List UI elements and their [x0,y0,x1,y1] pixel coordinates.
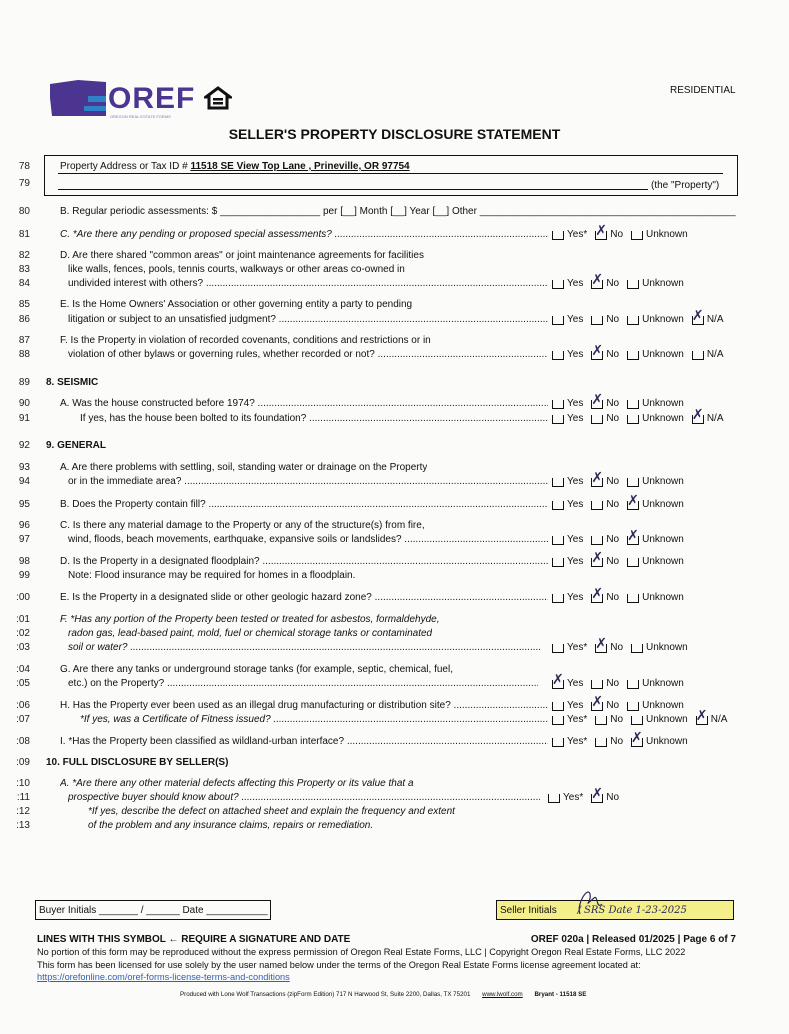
checkbox-no[interactable] [591,351,603,360]
checkbox-unknown[interactable] [627,536,639,545]
option-label: No [606,534,620,545]
option-label: Unknown [642,534,684,545]
option-label: No [606,556,620,567]
option-label: No [606,476,620,487]
option-label: Yes [567,476,584,487]
page-title: SELLER'S PROPERTY DISCLOSURE STATEMENT [228,126,561,142]
property-underline-2 [58,189,648,190]
line-number: :03 [16,642,30,653]
option-label: Yes* [567,229,588,240]
checkbox-no[interactable] [591,594,603,603]
option-label: Unknown [642,700,684,711]
question-text: G. Are there any tanks or underground storage tanks (for example, septic, chemical, fuel, [60,664,453,675]
option-label: No [610,642,624,653]
line-number: :08 [16,736,30,747]
line-number: 82 [18,250,30,261]
option-label: Unknown [642,678,684,689]
line-number: :06 [16,700,30,711]
answer-group [552,314,730,325]
checkbox-unknown[interactable] [627,351,639,360]
checkbox-yes[interactable] [552,644,564,653]
produced-text: Produced with Lone Wolf Transactions (zipForm Edition) 717 N Harwood St, Suite 2200, Dallas, TX 75201 [180,991,471,998]
line-number: :04 [16,664,30,675]
option-label: N/A [706,413,724,424]
question-text: litigation or subject to an unsatisfied judgment? ..... [68,314,548,325]
line-number: 83 [18,264,30,275]
produced-line [180,991,586,998]
line-number: 90 [18,398,30,409]
line-number: :00 [16,592,30,603]
question-text: A. Was the house constructed before 1974? ..... [60,398,548,409]
checkbox-no[interactable] [591,280,603,289]
checkbox-unknown[interactable] [627,400,639,409]
checkbox-yes[interactable] [552,280,564,289]
line-number: 93 [18,462,30,473]
checkbox-yes[interactable] [552,738,564,747]
question-text: F. *Has any portion of the Property been tested or treated for asbestos, formaldehyde, [60,614,440,625]
license-notice: This form has been licensed for use solely by the user named below under the terms of the Oregon Real Estate Forms license agreement located at: [37,960,641,970]
question-text: violation of other bylaws or governing rules, whether recorded or not? ..... [68,349,548,360]
option-label: Yes [567,700,584,711]
checkbox-na[interactable] [692,351,704,360]
answer-group [552,349,730,360]
section-heading: 9. GENERAL [46,440,107,451]
question-text: B. Regular periodic assessments: $ __________________ per [__] Month [__] Year [__] Other ______________________________________________ [60,206,736,217]
checkbox-no[interactable] [591,400,603,409]
seller-initials-label: Seller Initials [500,905,557,916]
checkbox-no[interactable] [591,794,603,803]
line-number: 87 [18,335,30,346]
question-text: wind, floods, beach movements, earthquake, expansive soils or landslides? ..... [68,534,548,545]
checkbox-unknown[interactable] [631,644,643,653]
property-address[interactable]: 11518 SE View Top Lane , Prineville, OR 97754 [190,161,410,172]
line-number: :10 [16,778,30,789]
checkbox-unknown[interactable] [627,478,639,487]
section-heading: 10. FULL DISCLOSURE BY SELLER(S) [46,757,229,768]
checkbox-no[interactable] [591,680,603,689]
answer-group [552,229,694,240]
question-text: F. Is the Property in violation of recorded covenants, conditions and restrictions or in [60,335,431,346]
checkbox-yes[interactable] [548,794,560,803]
line-number: 91 [18,413,30,424]
option-label: Yes [567,349,584,360]
answer-group [552,398,690,409]
license-link[interactable]: https://orefonline.com/oref-forms-license-terms-and-conditions [37,972,290,982]
option-label: Unknown [642,592,684,603]
checkbox-yes[interactable] [552,400,564,409]
checkbox-yes[interactable] [552,231,564,240]
line-number: 80 [18,206,30,217]
checkbox-no[interactable] [591,316,603,325]
answer-group [552,714,733,725]
option-label: Yes [567,592,584,603]
question-text: B. Does the Property contain fill? ..... [60,499,548,510]
answer-group [552,642,694,653]
answer-group [552,678,690,689]
line-number: :09 [16,757,30,768]
line-number: 95 [18,499,30,510]
line-number: 85 [18,299,30,310]
checkbox-yes[interactable] [552,536,564,545]
option-label: No [606,413,620,424]
checkbox-yes[interactable] [552,558,564,567]
option-label: No [606,349,620,360]
equal-housing-icon [204,86,232,114]
question-text: D. Is the Property in a designated floodplain? ..... [60,556,548,567]
answer-group [552,736,694,747]
option-label: No [606,592,620,603]
oref-logo [48,78,198,120]
checkbox-na[interactable] [696,716,708,725]
line-number: :12 [16,806,30,817]
checkbox-no[interactable] [595,644,607,653]
property-underline [58,173,723,174]
option-label: Yes [567,413,584,424]
question-text: A. Are there problems with settling, soil, standing water or drainage on the Property [60,462,428,473]
checkbox-unknown[interactable] [627,501,639,510]
line-number: :02 [16,628,30,639]
option-label: Unknown [646,229,688,240]
checkbox-no[interactable] [595,231,607,240]
checkbox-unknown[interactable] [627,415,639,424]
option-label: Unknown [642,278,684,289]
option-label: Unknown [642,413,684,424]
option-label: Unknown [642,476,684,487]
option-label: No [606,700,620,711]
checkbox-no[interactable] [595,716,607,725]
line-number: :01 [16,614,30,625]
option-label: Unknown [642,499,684,510]
line-number: 94 [18,476,30,487]
question-text: E. Is the Home Owners' Association or other governing entity a party to pending [60,299,413,310]
option-label: No [606,278,620,289]
signature-scribble-icon [568,884,608,918]
question-text: etc.) on the Property? ..... [68,678,538,689]
line-number: 96 [18,520,30,531]
option-label: Yes [567,678,584,689]
checkbox-no[interactable] [591,501,603,510]
buyer-initials-label: Buyer Initials _______ / ______ Date ___________ [39,905,268,916]
option-label: Yes [567,278,584,289]
question-text: C. *Are there any pending or proposed special assessments? ..... [60,229,548,240]
question-text: radon gas, lead-based paint, mold, fuel or chemical storage tanks or contaminated [68,628,433,639]
line-number: :13 [16,820,30,831]
checkbox-no[interactable] [595,738,607,747]
checkbox-unknown[interactable] [627,680,639,689]
option-label: Unknown [646,714,688,725]
line-number: 78 [18,161,30,172]
option-label: No [606,314,620,325]
option-label: Yes [567,314,584,325]
line-number: 86 [18,314,30,325]
line-number: :11 [16,792,30,803]
checkbox-yes[interactable] [552,501,564,510]
answer-group [552,700,690,711]
line-number: 97 [18,534,30,545]
checkbox-yes[interactable] [552,680,564,689]
option-label: N/A [706,314,724,325]
property-label: Property Address or Tax ID # [60,161,188,172]
option-label: No [610,736,624,747]
checkbox-yes[interactable] [552,316,564,325]
line-number: :07 [16,714,30,725]
question-text: or in the immediate area? ..... [68,476,548,487]
property-address-line [60,161,410,172]
form-id: OREF 020a | Released 01/2025 | Page 6 of 7 [530,934,736,945]
question-text: A. *Are there any other material defects affecting this Property or its value that a [60,778,414,789]
option-label: Yes [567,499,584,510]
section-heading: 8. SEISMIC [46,377,99,388]
checkbox-unknown[interactable] [631,231,643,240]
checkbox-unknown[interactable] [631,716,643,725]
option-label: No [610,229,624,240]
checkbox-yes[interactable] [552,351,564,360]
option-label: Unknown [646,642,688,653]
line-number: 81 [18,229,30,240]
question-text: *If yes, was a Certificate of Fitness issued? ..... [80,714,548,725]
option-label: No [610,714,624,725]
question-text: If yes, has the house been bolted to its foundation? ..... [80,413,548,424]
checkbox-unknown[interactable] [631,738,643,747]
signature-warning: LINES WITH THIS SYMBOL ← REQUIRE A SIGNATURE AND DATE [37,934,351,945]
checkbox-no[interactable] [591,702,603,711]
checkbox-yes[interactable] [552,716,564,725]
line-number: 98 [18,556,30,567]
option-label: N/A [710,714,728,725]
buyer-initials-box[interactable] [35,900,271,920]
option-label: Unknown [642,398,684,409]
question-text: E. Is the Property in a designated slide or other geologic hazard zone? ..... [60,592,548,603]
line-number: 88 [18,349,30,360]
option-label: Yes [567,398,584,409]
checkbox-unknown[interactable] [627,558,639,567]
checkbox-yes[interactable] [552,702,564,711]
line-number: 79 [18,178,30,189]
option-label: Yes* [567,642,588,653]
option-label: Yes* [567,736,588,747]
checkbox-na[interactable] [692,415,704,424]
property-suffix: (the "Property") [651,180,720,191]
line-number: 84 [18,278,30,289]
option-label: No [606,499,620,510]
checkbox-no[interactable] [591,536,603,545]
option-label: Unknown [642,349,684,360]
question-note: *If yes, describe the defect on attached sheet and explain the frequency and extent [88,806,455,817]
question-text: soil or water? ..... [68,642,540,653]
logo-subtext: OREGON REAL ESTATE FORMS [110,114,171,119]
answer-group [548,792,625,803]
checkbox-unknown[interactable] [627,594,639,603]
option-label: Unknown [642,314,684,325]
answer-group [552,278,690,289]
option-label: N/A [706,349,724,360]
answer-group [552,556,690,567]
checkbox-no[interactable] [591,478,603,487]
line-number: 92 [18,440,30,451]
answer-group [552,534,690,545]
line-number: 99 [18,570,30,581]
file-name: Bryant - 11518 SE [534,991,587,998]
option-label: No [606,792,620,803]
checkbox-unknown[interactable] [627,280,639,289]
option-label: Unknown [646,736,688,747]
question-text: D. Are there shared "common areas" or joint maintenance agreements for facilities [60,250,424,261]
option-label: No [606,398,620,409]
checkbox-yes[interactable] [552,594,564,603]
answer-group [552,476,690,487]
checkbox-unknown[interactable] [627,316,639,325]
question-text: C. Is there any material damage to the Property or any of the structure(s) from fire, [60,520,425,531]
question-note: of the problem and any insurance claims, repairs or remediation. [88,820,374,831]
option-label: Yes [567,534,584,545]
checkbox-no[interactable] [591,415,603,424]
option-label: Unknown [642,556,684,567]
question-text: prospective buyer should know about? ..... [68,792,540,803]
line-number: 89 [18,377,30,388]
question-text: like walls, fences, pools, tennis courts, walkways or other areas co-owned in [68,264,405,275]
question-text: Note: Flood insurance may be required for homes in a floodplain. [68,570,356,581]
copyright-notice: No portion of this form may be reproduced without the express permission of Oregon Real Estate Forms, LLC | Copyright Oregon Real Estate Forms, LLC 2022 [37,947,686,957]
question-text: H. Has the Property ever been used as an illegal drug manufacturing or distribution site? ..... [60,700,548,711]
seller-initials-box[interactable] [496,900,734,920]
question-text: undivided interest with others? ..... [68,278,548,289]
lwolf-link[interactable]: www.lwolf.com [482,991,523,998]
option-label: No [606,678,620,689]
line-number: :05 [16,678,30,689]
answer-group [552,499,690,510]
oregon-map-icon [48,78,108,118]
option-label: Yes [567,556,584,567]
checkbox-yes[interactable] [552,478,564,487]
answer-group [552,592,690,603]
seller-initials-handwritten: / SRS Date 1-23-2025 [577,905,687,916]
checkbox-no[interactable] [591,558,603,567]
option-label: Yes* [567,714,588,725]
residential-label: RESIDENTIAL [670,85,736,96]
checkbox-yes[interactable] [552,415,564,424]
answer-group [552,413,730,424]
checkbox-unknown[interactable] [627,702,639,711]
option-label: Yes* [563,792,584,803]
checkbox-na[interactable] [692,316,704,325]
logo-text: OREF [108,82,196,115]
question-text: I. *Has the Property been classified as wildland-urban interface? ..... [60,736,548,747]
